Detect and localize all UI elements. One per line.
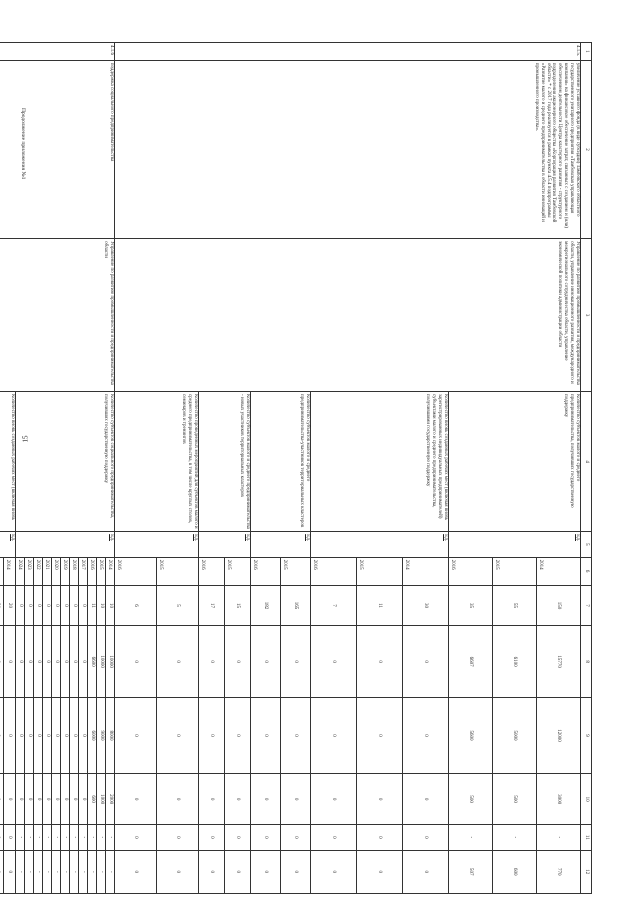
header-cell: 12 xyxy=(581,850,592,893)
value-cell: 0 xyxy=(403,697,449,773)
value-cell: - xyxy=(79,850,88,893)
header-cell: 5 xyxy=(581,532,592,557)
value-cell: 600 xyxy=(88,774,97,825)
value-cell: 0 xyxy=(251,850,281,893)
table-row xyxy=(106,43,115,894)
value-cell: 0 xyxy=(34,774,43,825)
value-cell: 0 xyxy=(157,850,199,893)
value-cell xyxy=(0,774,4,825)
year-cell: 2022 xyxy=(34,557,43,585)
year-cell: 2014 xyxy=(106,557,115,585)
value-cell: 0 xyxy=(157,774,199,825)
value-cell: 5 xyxy=(157,585,199,626)
value-cell: - xyxy=(106,825,115,850)
value-cell: 55 xyxy=(493,585,537,626)
indicator-name: Количество вновь созданных рабочих мест (включая вновь зарегистрированных индивидуальных предпринимателей) субъектами малого и среднего предпринимательства, получившими государственную поддержку xyxy=(311,392,449,532)
unit-cell: Ед. xyxy=(199,532,251,557)
table-row xyxy=(537,43,581,894)
value-cell: - xyxy=(61,850,70,893)
value-cell: 0 xyxy=(403,626,449,697)
year-cell: 2024 xyxy=(16,557,25,585)
value-cell: 0 xyxy=(251,697,281,773)
value-cell: 0 xyxy=(34,626,43,697)
value-cell: 0 xyxy=(357,774,403,825)
value-cell: 0 xyxy=(357,825,403,850)
value-cell: 0 xyxy=(115,850,157,893)
value-cell: 10 xyxy=(97,585,106,626)
value-cell: 0 xyxy=(225,825,251,850)
value-cell: 0 xyxy=(70,585,79,626)
year-cell: 2016 xyxy=(115,557,157,585)
value-cell: - xyxy=(16,850,25,893)
value-cell: - xyxy=(34,825,43,850)
measure-description: поддержка социального предпринимательства xyxy=(0,60,115,238)
value-cell: 0 xyxy=(34,697,43,773)
value-cell: 0 xyxy=(61,626,70,697)
value-cell: 0 xyxy=(357,626,403,697)
value-cell: 507 xyxy=(449,850,493,893)
value-cell: 5600 xyxy=(449,697,493,773)
year-cell: 2014 xyxy=(537,557,581,585)
indicator-name: Количество субъектов малого и среднего предпринимательства-участников территориальных кластеров xyxy=(251,392,311,532)
year-cell: 2019 xyxy=(61,557,70,585)
value-cell: 10000 xyxy=(106,626,115,697)
value-cell: 11 xyxy=(357,585,403,626)
year-cell: 2015 xyxy=(357,557,403,585)
year-cell: 2015 xyxy=(157,557,199,585)
value-cell: 0 xyxy=(157,697,199,773)
header-cell: 1 xyxy=(581,43,592,61)
value-cell: 0 xyxy=(251,825,281,850)
year-cell: 2015 xyxy=(493,557,537,585)
value-cell: 0 xyxy=(16,626,25,697)
year-cell: 2016 xyxy=(88,557,97,585)
value-cell: - xyxy=(34,850,43,893)
value-cell: - xyxy=(79,825,88,850)
year-cell: 2016 xyxy=(199,557,225,585)
year-cell: 2016 xyxy=(311,557,357,585)
appendix-label: Продолжение приложения №1 xyxy=(20,108,26,180)
value-cell: 0 xyxy=(79,626,88,697)
value-cell: - xyxy=(70,825,79,850)
value-cell: 0 xyxy=(79,774,88,825)
value-cell: - xyxy=(52,850,61,893)
value-cell: 0 xyxy=(115,774,157,825)
value-cell: 0 xyxy=(16,697,25,773)
value-cell: 0 xyxy=(52,774,61,825)
value-cell: 30 xyxy=(403,585,449,626)
value-cell: 0 xyxy=(61,697,70,773)
value-cell: 7 xyxy=(311,585,357,626)
value-cell: 0 xyxy=(4,825,16,850)
value-cell: - xyxy=(88,850,97,893)
value-cell: 0 xyxy=(251,626,281,697)
value-cell: - xyxy=(16,825,25,850)
value-cell: 0 xyxy=(281,825,311,850)
value-cell: 0 xyxy=(281,626,311,697)
value-cell: 35 xyxy=(449,585,493,626)
value-cell: 0 xyxy=(52,626,61,697)
value-cell: - xyxy=(43,850,52,893)
value-cell: 150 xyxy=(537,585,581,626)
value-cell: 12000 xyxy=(537,697,581,773)
value-cell: 0 xyxy=(115,697,157,773)
value-cell: 3000 xyxy=(537,774,581,825)
value-cell: - xyxy=(25,850,34,893)
year-cell xyxy=(0,557,4,585)
value-cell: 0 xyxy=(281,774,311,825)
value-cell: 8000 xyxy=(106,697,115,773)
value-cell: 17 xyxy=(199,585,225,626)
value-cell: 0 xyxy=(115,825,157,850)
value-cell: - xyxy=(106,850,115,893)
value-cell: - xyxy=(97,850,106,893)
header-cell: 3 xyxy=(581,239,592,392)
year-cell: 2015 xyxy=(281,557,311,585)
value-cell: - xyxy=(97,825,106,850)
value-cell: 0 xyxy=(52,697,61,773)
header-cell: 2 xyxy=(581,60,592,238)
year-cell: 2023 xyxy=(25,557,34,585)
value-cell: 0 xyxy=(403,825,449,850)
year-cell: 2020 xyxy=(52,557,61,585)
value-cell: 0 xyxy=(70,774,79,825)
value-cell: 11 xyxy=(88,585,97,626)
year-cell: 2014 xyxy=(4,557,16,585)
year-cell: 2017 xyxy=(79,557,88,585)
value-cell: 0 xyxy=(43,626,52,697)
header-cell: 6 xyxy=(581,557,592,585)
value-cell: 0 xyxy=(311,626,357,697)
value-cell: 0 xyxy=(43,697,52,773)
unit-cell: Ед. xyxy=(0,532,16,557)
value-cell: 0 xyxy=(199,850,225,893)
header-row xyxy=(581,43,592,894)
value-cell: 0 xyxy=(52,585,61,626)
value-cell xyxy=(0,585,4,626)
unit-cell: Ед. xyxy=(16,532,115,557)
value-cell: 0 xyxy=(199,697,225,773)
value-cell: 0 xyxy=(225,774,251,825)
value-cell: - xyxy=(493,825,537,850)
indicators-table xyxy=(0,42,592,894)
value-cell: 0 xyxy=(357,850,403,893)
value-cell: 15 xyxy=(225,585,251,626)
value-cell: 0 xyxy=(25,697,34,773)
year-cell: 2014 xyxy=(403,557,449,585)
value-cell: 0 xyxy=(199,825,225,850)
value-cell: 770 xyxy=(537,850,581,893)
value-cell: 0 xyxy=(225,626,251,697)
header-cell: 8 xyxy=(581,626,592,697)
value-cell: 5000 xyxy=(493,697,537,773)
value-cell: 0 xyxy=(16,585,25,626)
year-cell: 2016 xyxy=(449,557,493,585)
value-cell: 0 xyxy=(115,626,157,697)
value-cell: 0 xyxy=(251,774,281,825)
value-cell: 0 xyxy=(16,774,25,825)
value-cell: 0 xyxy=(34,585,43,626)
value-cell: 6000 xyxy=(88,697,97,773)
value-cell: 0 xyxy=(281,697,311,773)
value-cell: - xyxy=(52,825,61,850)
value-cell: 0 xyxy=(70,697,79,773)
value-cell: 0 xyxy=(25,626,34,697)
year-cell: 2015 xyxy=(225,557,251,585)
value-cell: 0 xyxy=(25,585,34,626)
measure-description: увеличение уставного фонда (в виде субсидии) Тамбовского областного государственного унитарного предприятия «Тамбовская управляющая компания» на финансовое обеспечение затрат, связанных с созданием и (или) обеспечением деятельности Центра кластерного развития - структурного подразделения акционерного общества «Корпорация развития Тамбовской области» * с 2017 года реализуется в рамках пункта 4.5.4 подпрограммы «Развитие малого и среднего предпринимательства в области инноваций и промышленного производства». xyxy=(115,60,581,238)
value-cell: 20 xyxy=(4,585,16,626)
value-cell: 1000 xyxy=(97,774,106,825)
table-body xyxy=(0,43,592,894)
value-cell: 0 xyxy=(199,774,225,825)
indicator-name: Количество вновь созданных рабочих мест (включая вновь xyxy=(0,392,16,532)
year-cell: 2021 xyxy=(43,557,52,585)
value-cell: 0 xyxy=(61,585,70,626)
value-cell: 6607 xyxy=(449,626,493,697)
value-cell: 182 xyxy=(251,585,281,626)
value-cell: 10000 xyxy=(97,626,106,697)
value-cell: 0 xyxy=(311,850,357,893)
value-cell: 0 xyxy=(61,774,70,825)
unit-cell: Ед. xyxy=(311,532,449,557)
value-cell: - xyxy=(537,825,581,850)
value-cell: 0 xyxy=(281,850,311,893)
year-cell: 2018 xyxy=(70,557,79,585)
value-cell: 0 xyxy=(311,774,357,825)
value-cell: 0 xyxy=(4,850,16,893)
value-cell: 0 xyxy=(311,697,357,773)
value-cell: 0 xyxy=(43,774,52,825)
header-cell: 9 xyxy=(581,697,592,773)
year-cell: 2015 xyxy=(97,557,106,585)
measure-number: 4.1.5. xyxy=(115,43,581,61)
header-cell: 7 xyxy=(581,585,592,626)
value-cell: 500 xyxy=(493,774,537,825)
executor-cell: Управление по развитию промышленности и предпринимательства области xyxy=(0,239,115,392)
value-cell: 0 xyxy=(79,697,88,773)
indicator-name: Количество субъектов социального предпринимательства, получивших государственную поддержку xyxy=(16,392,115,532)
value-cell: 0 xyxy=(311,825,357,850)
value-cell: 0 xyxy=(157,626,199,697)
value-cell: 0 xyxy=(4,697,16,773)
header-cell: 10 xyxy=(581,774,592,825)
value-cell: 0 xyxy=(79,585,88,626)
value-cell xyxy=(0,850,4,893)
value-cell: 9000 xyxy=(97,697,106,773)
indicator-name: Количество субъектов малого и среднего предпринимательства - новых участников территориальных кластеров xyxy=(199,392,251,532)
value-cell: 2000 xyxy=(106,774,115,825)
value-cell: 0 xyxy=(70,626,79,697)
value-cell: 15770 xyxy=(537,626,581,697)
value-cell: - xyxy=(70,850,79,893)
value-cell: 0 xyxy=(43,585,52,626)
value-cell: 0 xyxy=(4,774,16,825)
indicator-name: Количество субъектов малого и среднего предпринимательства, получивших государственную поддержку xyxy=(449,392,581,532)
executor-cell: Управление по развитию промышленности и предпринимательства области, управление инновационного развития, международного и межрегионального сотрудничества области, управление экономической политики администрации области xyxy=(115,239,581,392)
value-cell: 600 xyxy=(493,850,537,893)
value-cell: 6600 xyxy=(88,626,97,697)
unit-cell: Ед. xyxy=(251,532,311,557)
value-cell: 0 xyxy=(403,774,449,825)
value-cell: 500 xyxy=(449,774,493,825)
value-cell: - xyxy=(88,825,97,850)
value-cell xyxy=(0,626,4,697)
value-cell: 0 xyxy=(25,774,34,825)
header-cell: 11 xyxy=(581,825,592,850)
value-cell: 0 xyxy=(157,825,199,850)
year-cell: 2016 xyxy=(251,557,281,585)
value-cell: 0 xyxy=(357,697,403,773)
value-cell: 0 xyxy=(4,626,16,697)
value-cell: 0 xyxy=(225,850,251,893)
value-cell: 0 xyxy=(225,697,251,773)
value-cell: 0 xyxy=(199,626,225,697)
value-cell xyxy=(0,697,4,773)
value-cell: - xyxy=(25,825,34,850)
value-cell: 165 xyxy=(281,585,311,626)
value-cell: 0 xyxy=(403,850,449,893)
unit-cell: Ед. xyxy=(449,532,581,557)
value-cell: 6 xyxy=(115,585,157,626)
value-cell: - xyxy=(449,825,493,850)
value-cell: 10 xyxy=(106,585,115,626)
value-cell: 6100 xyxy=(493,626,537,697)
header-cell: 4 xyxy=(581,392,592,532)
value-cell: - xyxy=(61,825,70,850)
value-cell xyxy=(0,825,4,850)
page-number: 15 xyxy=(21,435,30,443)
value-cell: - xyxy=(43,825,52,850)
indicator-name: Количество проведенных мероприятий для субъектов малого и среднего предпринимательства, в том числе круглых столов, семинаров и тренингов xyxy=(115,392,199,532)
measure-number: 4.1.6 xyxy=(0,43,115,61)
unit-cell: Ед. xyxy=(115,532,199,557)
